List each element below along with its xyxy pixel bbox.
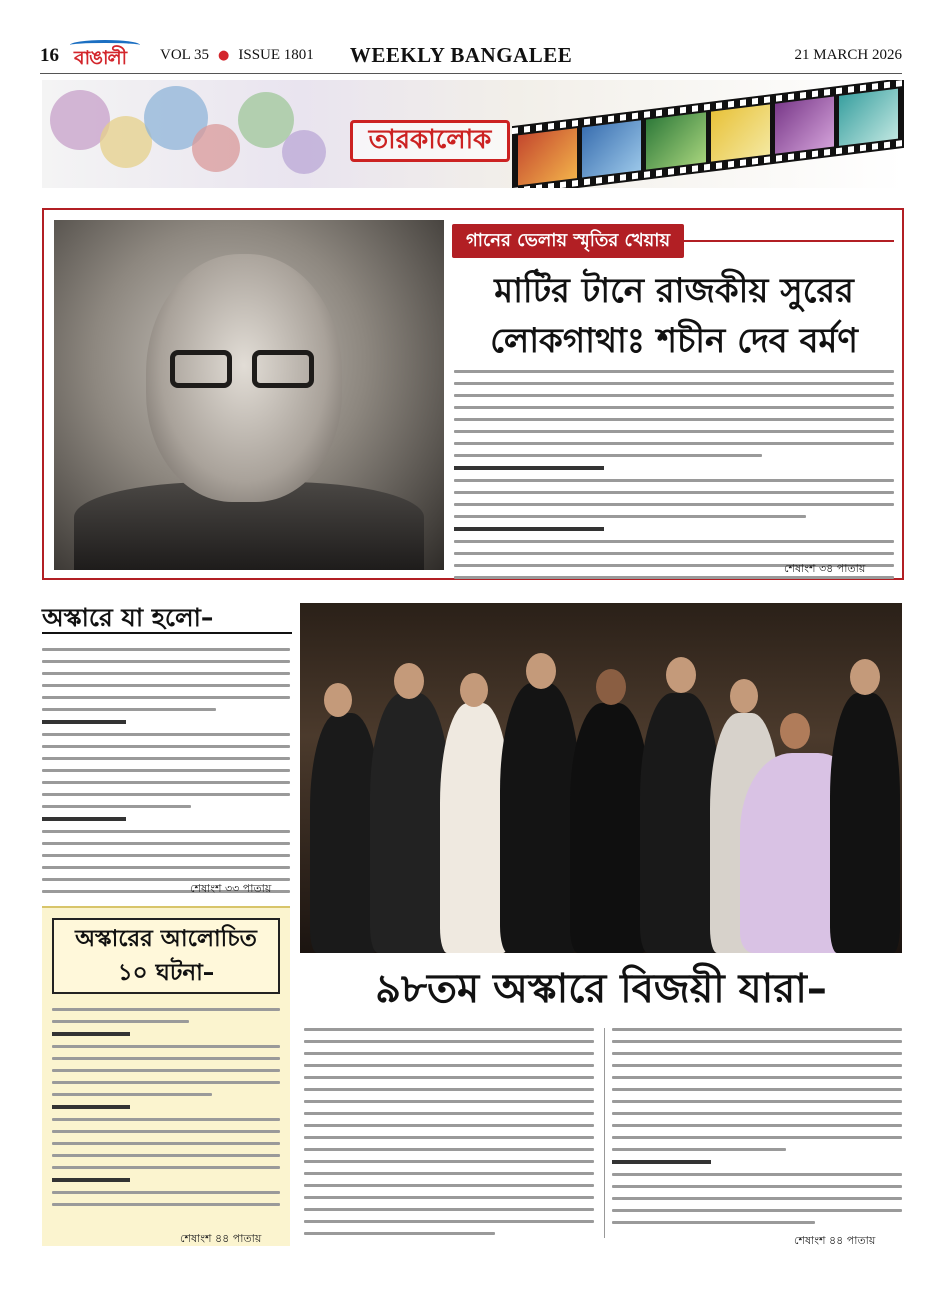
- logo-text: বাঙালী: [74, 46, 127, 69]
- ten-events-title: [52, 918, 280, 994]
- portrait-photo: [54, 220, 444, 570]
- page-number: 16: [40, 44, 59, 66]
- newspaper-logo: [70, 40, 144, 72]
- issue-date: 21 MARCH 2026: [794, 47, 902, 63]
- main-story-headline: ৯৮তম অস্কারে বিজয়ী যারা–: [375, 966, 827, 1012]
- issue-label: ISSUE 1801: [238, 47, 314, 63]
- oscar-winners-group-photo: [300, 603, 902, 953]
- bullet-dot-icon: ●: [218, 48, 230, 63]
- section-banner: [42, 80, 904, 188]
- main-story-continued-note: শেষাংশ ৪৪ পাতায়: [794, 1234, 876, 1247]
- oscar-left-body-text: [42, 648, 290, 902]
- feature-title-line2: লোকগাথাঃ শচীন দেব বর্মণ: [490, 321, 858, 361]
- ten-events-body-text: [52, 1008, 280, 1215]
- film-strip-image: [512, 80, 904, 188]
- eyeglasses-icon: [164, 350, 324, 390]
- ten-events-title-line2: ১০ ঘটনা–: [117, 960, 215, 986]
- section-label: তারকালোক: [350, 120, 510, 162]
- feature-article: [42, 208, 904, 580]
- ten-events-box: [42, 906, 290, 1246]
- feature-title-line1: মাটির টানে রাজকীয় সুরের: [494, 271, 854, 311]
- main-story-column-1: [304, 1028, 594, 1244]
- oscar-left-heading: অস্কারে যা হলো–: [42, 598, 292, 634]
- music-collage-image: [42, 80, 342, 188]
- feature-body-text: [454, 370, 894, 588]
- ten-events-continued-note: শেষাংশ ৪৪ পাতায়: [180, 1232, 262, 1245]
- feature-title: [454, 266, 894, 366]
- oscar-left-continued-note: শেষাংশ ৩৩ পাতায়: [190, 882, 272, 895]
- main-story-column-2: [612, 1028, 902, 1233]
- volume-label: VOL 35: [160, 47, 210, 63]
- feature-continued-note: শেষাংশ ৩৪ পাতায়: [784, 562, 866, 575]
- ten-events-title-line1: অস্কারের আলোচিত: [75, 926, 257, 952]
- paper-name: WEEKLY BANGALEE: [349, 43, 573, 67]
- feature-kicker: গানের ভেলায় স্মৃতির খেয়ায়: [452, 224, 684, 258]
- masthead: [40, 38, 902, 74]
